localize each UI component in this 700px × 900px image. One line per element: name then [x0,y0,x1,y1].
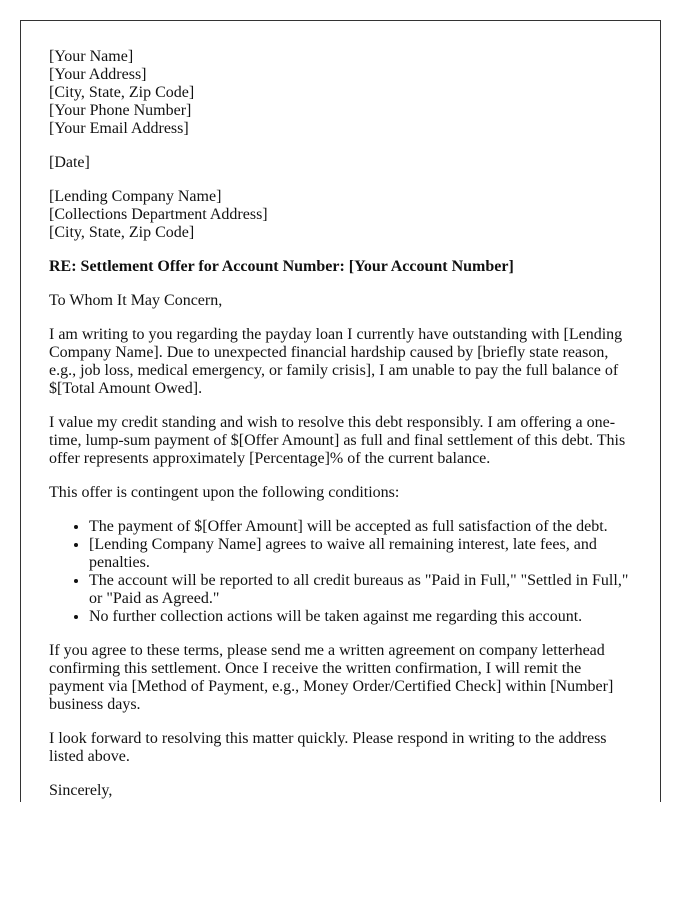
letter-page [20,20,661,802]
condition-item: • The account will be reported to all credit bureaus as "Paid in Full," "Settled in Full," or "Paid as Agreed." [89,572,632,608]
sender-phone: [Your Phone Number] [49,102,192,119]
condition-item: • [Lending Company Name] agrees to waive all remaining interest, late fees, and penalties. [89,536,632,572]
sender-city: [City, State, Zip Code] [49,84,195,101]
body-paragraph: I value my credit standing and wish to resolve this debt responsibly. I am offering a one-time, lump-sum payment of $[Offer Amount] as full and final settlement of this debt. This offer represents approximately [Percentage]% of the current balance. [49,414,626,467]
date: [Date] [49,154,90,171]
condition-item: • The payment of $[Offer Amount] will be accepted as full satisfaction of the debt. [89,518,632,536]
salutation: To Whom It May Concern, [49,292,223,309]
recipient-company: [Lending Company Name] [49,188,222,205]
sender-email: [Your Email Address] [49,120,189,137]
sender-block [49,48,632,138]
body-paragraph: This offer is contingent upon the following conditions: [49,484,400,501]
sender-address: [Your Address] [49,66,147,83]
condition-item: • No further collection actions will be taken against me regarding this account. [89,608,632,626]
body-paragraph: If you agree to these terms, please send me a written agreement on company letterhead confirming this settlement. Once I receive the written confirmation, I will remit the payment via [Method of Payment, e.g., Money Order/Certified Check] within [Number] business days. [49,642,614,713]
conditions-list [49,518,632,626]
recipient-block [49,188,632,242]
subject-line: RE: Settlement Offer for Account Number: [Your Account Number] [49,258,514,275]
body-paragraph: I look forward to resolving this matter quickly. Please respond in writing to the address listed above. [49,730,607,765]
recipient-city: [City, State, Zip Code] [49,224,195,241]
sender-name: [Your Name] [49,48,134,65]
recipient-address: [Collections Department Address] [49,206,268,223]
signoff: Sincerely, [49,782,113,799]
body-paragraph: I am writing to you regarding the payday loan I currently have outstanding with [Lending Company Name]. Due to unexpected financial hardship caused by [briefly state reason, e.g., job loss, medical emergency, or family crisis], I am unable to pay the full balance of $[Total Amount Owed]. [49,326,623,397]
